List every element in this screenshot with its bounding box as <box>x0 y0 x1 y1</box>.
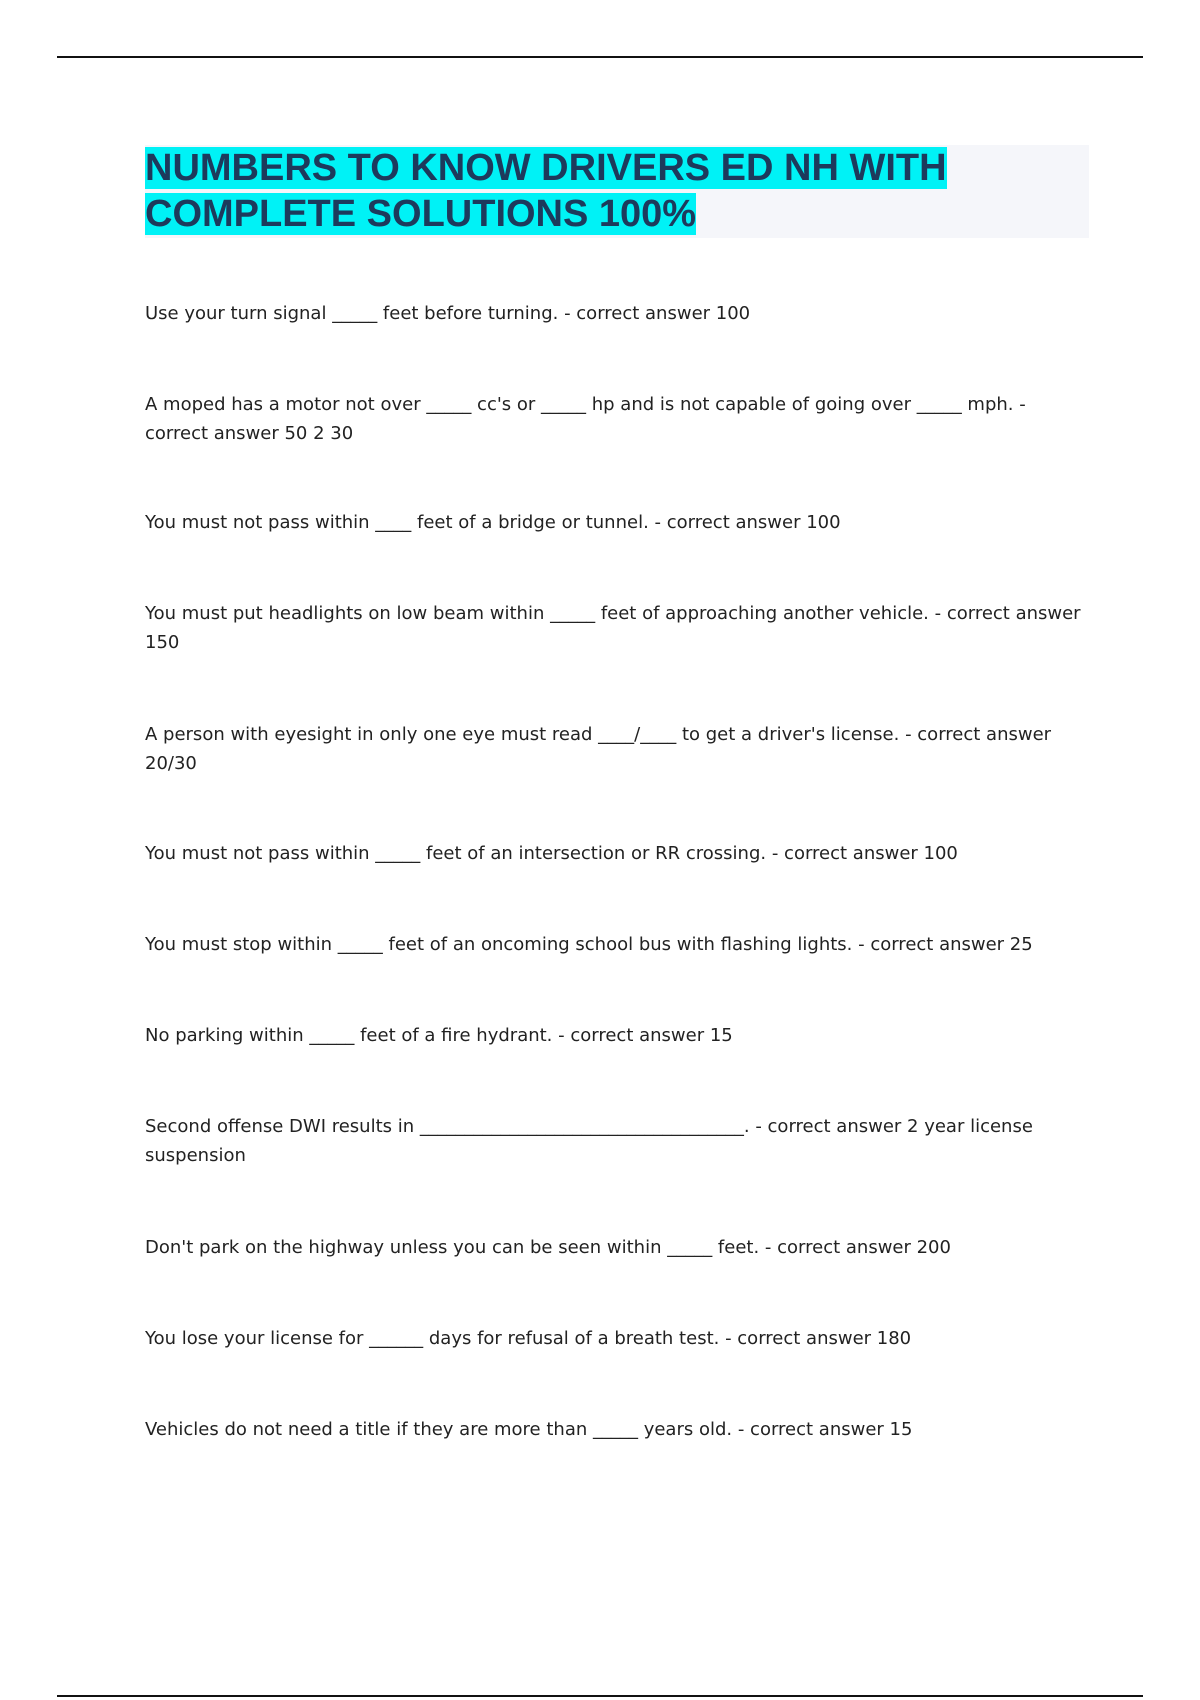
qa-item-9: Second offense DWI results in ____________________________________. - correct answer 2 year license suspension <box>145 1116 1033 1166</box>
document-title <box>145 145 1089 237</box>
bottom-divider <box>57 1695 1143 1697</box>
qa-item-2: A moped has a motor not over _____ cc's or _____ hp and is not capable of going over _____ mph. - correct answer 50 2 30 <box>145 394 1026 444</box>
qa-item-12: Vehicles do not need a title if they are more than _____ years old. - correct answer 15 <box>145 1419 913 1440</box>
title-highlight: NUMBERS TO KNOW DRIVERS ED NH WITH COMPLETE SOLUTIONS 100% <box>145 147 947 235</box>
qa-item-10: Don't park on the highway unless you can be seen within _____ feet. - correct answer 200 <box>145 1237 951 1258</box>
qa-item-11: You lose your license for ______ days for refusal of a breath test. - correct answer 180 <box>145 1328 912 1349</box>
top-divider <box>57 56 1143 58</box>
qa-item-5: A person with eyesight in only one eye must read ____/____ to get a driver's license. - correct answer 20/30 <box>145 724 1052 774</box>
qa-item-8: No parking within _____ feet of a fire hydrant. - correct answer 15 <box>145 1025 733 1046</box>
qa-item-7: You must stop within _____ feet of an oncoming school bus with flashing lights. - correct answer 25 <box>145 934 1033 955</box>
qa-item-1: Use your turn signal _____ feet before turning. - correct answer 100 <box>145 303 751 324</box>
qa-item-3: You must not pass within ____ feet of a bridge or tunnel. - correct answer 100 <box>145 512 841 533</box>
title-block <box>145 145 1089 238</box>
qa-item-6: You must not pass within _____ feet of an intersection or RR crossing. - correct answer 100 <box>145 843 958 864</box>
qa-item-4: You must put headlights on low beam within _____ feet of approaching another vehicle. - correct answer 150 <box>145 603 1081 653</box>
